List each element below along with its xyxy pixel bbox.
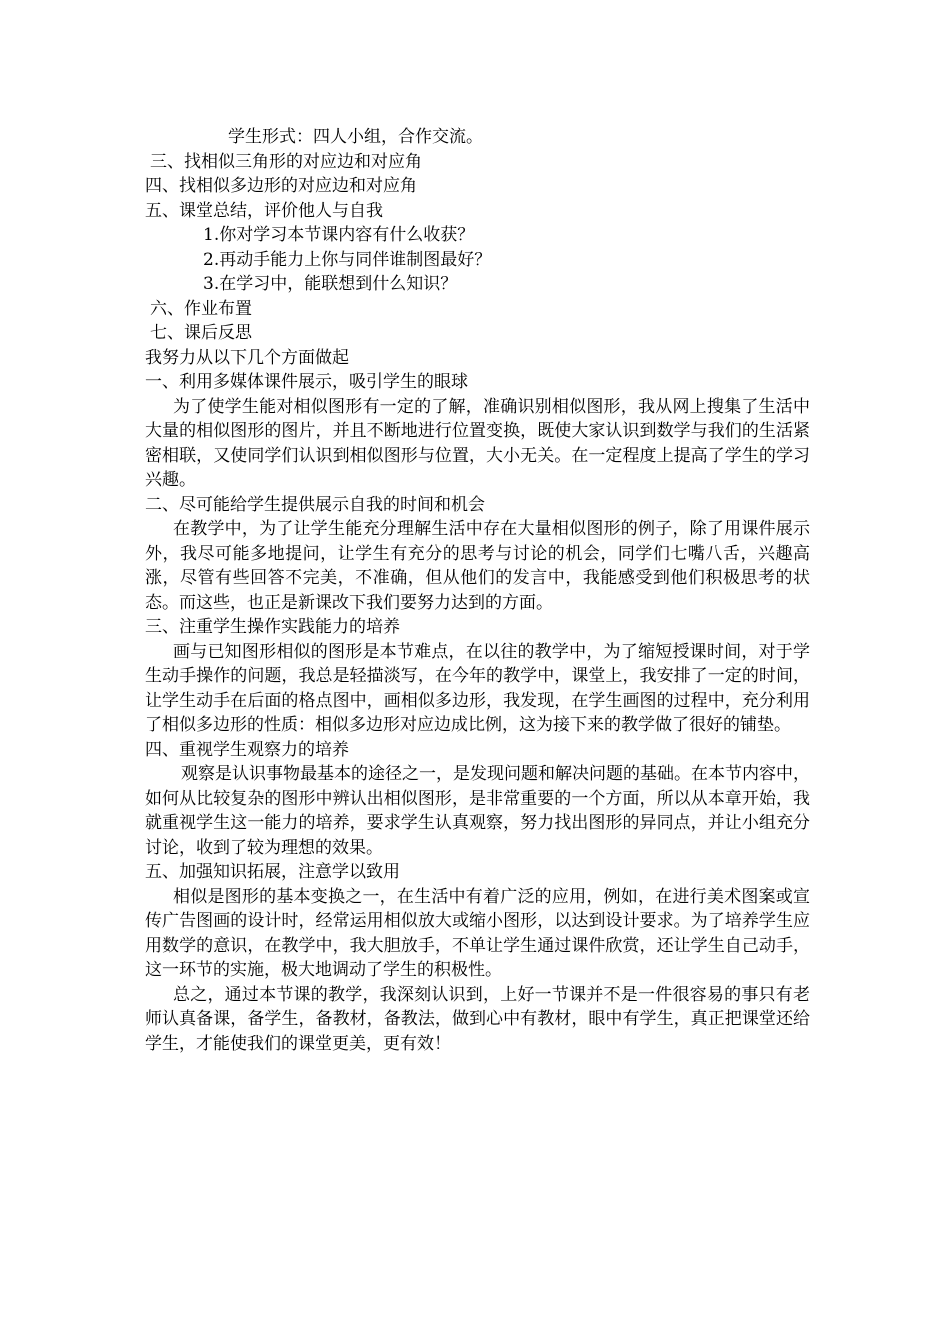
section-4-heading: 四、重视学生观察力的培养: [145, 739, 349, 760]
question-1: 1.你对学习本节课内容有什么收获？: [203, 225, 475, 245]
step-4-heading: 四、找相似多边形的对应边和对应角: [145, 176, 417, 196]
section-3-body: 画与已知图形相似的图形是本节难点，在以往的教学中，为了缩短授课时间，对于学生动手操作的问题，我总是轻描淡写，在今年的教学中，课堂上，我安排了一定的时间，让学生动手在后面的格点图中，画相似多边形，我发现，在学生画图的过程中，充分利用了相似多边形的性质：相似多边形对应边成比例，这为接下来的教学做了很好的铺垫。: [145, 641, 810, 735]
section-5-heading: 五、加强知识拓展，注意学以致用: [145, 862, 400, 882]
section-1-body: 为了使学生能对相似图形有一定的了解，准确识别相似图形，我从网上搜集了生活中大量的相似图形的图片，并且不断地进行位置变换，既使大家认识到数学与我们的生活紧密相联，又使同学们认识到相似图形与位置，大小无关。在一定程度上提高了学生的学习兴趣。: [145, 396, 810, 490]
reflection-intro: 我努力从以下几个方面做起: [145, 347, 349, 368]
question-3: 3.在学习中，能联想到什么知识？: [203, 274, 458, 294]
student-form-line: 学生形式：四人小组，合作交流。: [228, 127, 483, 147]
section-4-body: 观察是认识事物最基本的途径之一，是发现问题和解决问题的基础。在本节内容中，如何从比较复杂的图形中辨认出相似图形，是非常重要的一个方面，所以从本章开始，我就重视学生这一能力的培养，要求学生认真观察，努力找出图形的异同点，并让小组充分讨论，收到了较为理想的效果。: [145, 764, 810, 858]
section-3-heading: 三、注重学生操作实践能力的培养: [145, 617, 400, 637]
section-2-heading: 二、尽可能给学生提供展示自我的时间和机会: [145, 494, 485, 515]
question-2: 2.再动手能力上你与同伴谁制图最好？: [203, 249, 492, 270]
document-content: [145, 125, 810, 1056]
section-2-body: 在教学中，为了让学生能充分理解生活中存在大量相似图形的例子，除了用课件展示外，我尽可能多地提问，让学生有充分的思考与讨论的机会，同学们七嘴八舌，兴趣高涨，尽管有些回答不完美，不准确，但从他们的发言中，我能感受到他们积极思考的状态。而这些，也正是新课改下我们要努力达到的方面。: [145, 519, 810, 613]
section-1-heading: 一、利用多媒体课件展示，吸引学生的眼球: [145, 372, 468, 392]
section-5-body: 相似是图形的基本变换之一，在生活中有着广泛的应用，例如，在进行美术图案或宣传广告图画的设计时，经常运用相似放大或缩小图形，以达到设计要求。为了培养学生应用数学的意识，在教学中，我大胆放手，不单让学生通过课件欣赏，还让学生自己动手，这一环节的实施，极大地调动了学生的积极性。: [145, 886, 810, 980]
step-5-heading: 五、课堂总结，评价他人与自我: [145, 200, 383, 221]
step-3-heading: 三、找相似三角形的对应边和对应角: [150, 151, 422, 172]
step-6-heading: 六、作业布置: [150, 298, 252, 319]
conclusion-paragraph: 总之，通过本节课的教学，我深刻认识到，上好一节课并不是一件很容易的事只有老师认真备课，备学生，备教材，备教法，做到心中有教材，眼中有学生，真正把课堂还给学生，才能使我们的课堂更美，更有效！: [145, 984, 810, 1054]
step-7-heading: 七、课后反思: [150, 323, 252, 343]
